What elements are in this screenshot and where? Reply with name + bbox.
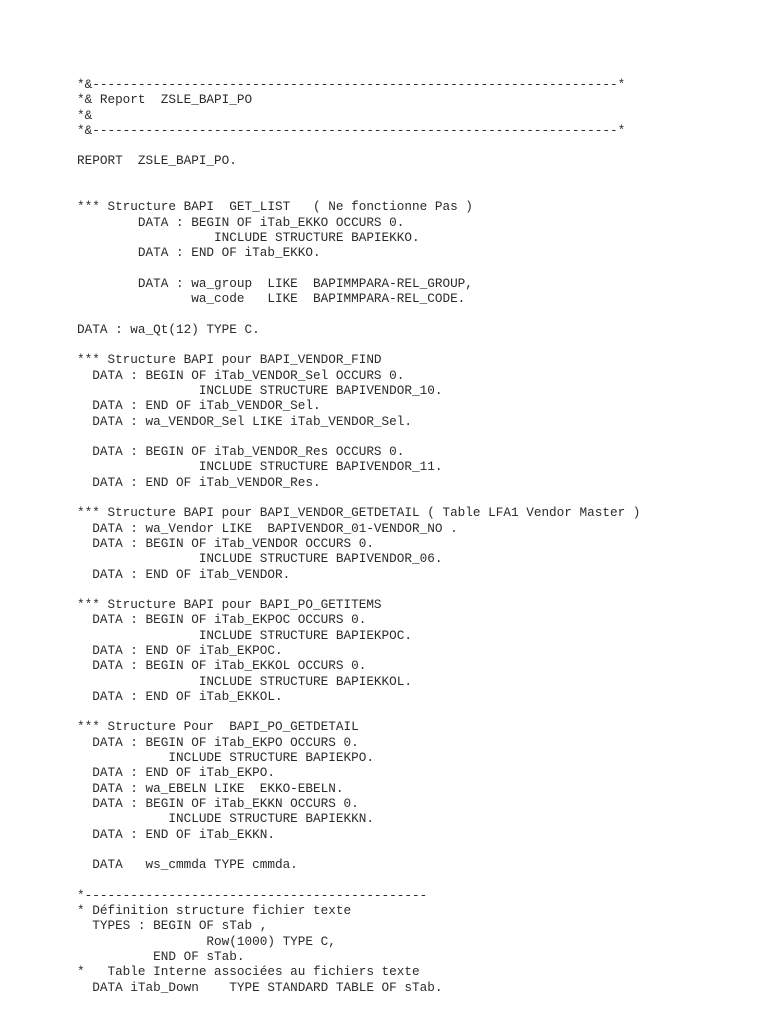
blank-line (77, 704, 757, 719)
code-line: INCLUDE STRUCTURE BAPIEKKN. (77, 811, 374, 827)
code-line: DATA : END OF iTab_EKKO. (77, 245, 321, 261)
code-line: DATA ws_cmmda TYPE cmmda. (77, 857, 298, 873)
code-line: DATA : END OF iTab_VENDOR_Res. (77, 474, 321, 490)
code-line: wa_code LIKE BAPIMMPARA-REL_CODE. (77, 291, 466, 307)
code-line: REPORT ZSLE_BAPI_PO. (77, 153, 237, 169)
code-line: DATA : BEGIN OF iTab_VENDOR_Res OCCURS 0. (77, 444, 405, 460)
code-line: DATA : wa_VENDOR_Sel LIKE iTab_VENDOR_Sel. (77, 413, 413, 429)
code-line: DATA : END OF iTab_EKKOL. (77, 688, 283, 704)
blank-line (77, 490, 757, 505)
comment-line: *& (77, 107, 93, 123)
blank-line (77, 872, 757, 887)
code-line: DATA : wa_Vendor LIKE BAPIVENDOR_01-VENDOR_NO . (77, 520, 458, 536)
code-line: INCLUDE STRUCTURE BAPIVENDOR_06. (77, 551, 443, 567)
comment-line: *& Report ZSLE_BAPI_PO (77, 92, 253, 108)
blank-line (77, 337, 757, 352)
code-line: DATA : BEGIN OF iTab_EKPOC OCCURS 0. (77, 612, 367, 628)
code-line: DATA : wa_EBELN LIKE EKKO-EBELN. (77, 780, 344, 796)
code-line: DATA : BEGIN OF iTab_VENDOR OCCURS 0. (77, 535, 374, 551)
code-line: INCLUDE STRUCTURE BAPIVENDOR_11. (77, 459, 443, 475)
code-line: DATA : END OF iTab_EKPOC. (77, 642, 283, 658)
blank-line (77, 306, 757, 321)
code-line: DATA : END OF iTab_EKPO. (77, 765, 275, 781)
comment-line: *** Structure BAPI pour BAPI_VENDOR_FIND (77, 352, 382, 368)
code-line: INCLUDE STRUCTURE BAPIEKKO. (77, 229, 420, 245)
comment-line: *** Structure BAPI pour BAPI_VENDOR_GETDETAIL ( Table LFA1 Vendor Master ) (77, 505, 641, 521)
blank-line (77, 429, 757, 444)
comment-line: *** Structure Pour BAPI_PO_GETDETAIL (77, 719, 359, 735)
code-line: DATA : BEGIN OF iTab_VENDOR_Sel OCCURS 0. (77, 367, 405, 383)
comment-line: * Table Interne associées au fichiers texte (77, 964, 420, 980)
comment-line: * Définition structure fichier texte (77, 903, 352, 919)
comment-line: *&---------------------------------------------------------------------* (77, 122, 626, 138)
code-line: DATA : BEGIN OF iTab_EKKN OCCURS 0. (77, 795, 359, 811)
code-line: DATA : wa_group LIKE BAPIMMPARA-REL_GROUP, (77, 275, 473, 291)
code-line: DATA iTab_Down TYPE STANDARD TABLE OF sTab. (77, 979, 443, 995)
comment-line: *--------------------------------------------- (77, 887, 428, 903)
code-line: TYPES : BEGIN OF sTab , (77, 918, 268, 934)
code-line: DATA : END OF iTab_VENDOR. (77, 566, 291, 582)
blank-line (77, 582, 757, 597)
code-line: DATA : BEGIN OF iTab_EKKOL OCCURS 0. (77, 658, 367, 674)
code-line: INCLUDE STRUCTURE BAPIVENDOR_10. (77, 382, 443, 398)
comment-line: *** Structure BAPI pour BAPI_PO_GETITEMS (77, 597, 382, 613)
code-line: DATA : wa_Qt(12) TYPE C. (77, 321, 260, 337)
blank-line (77, 138, 757, 153)
code-line: END OF sTab. (77, 948, 245, 964)
code-line: DATA : BEGIN OF iTab_EKPO OCCURS 0. (77, 734, 359, 750)
blank-line (77, 169, 757, 184)
code-line: INCLUDE STRUCTURE BAPIEKKOL. (77, 673, 413, 689)
blank-line (77, 842, 757, 857)
code-line: DATA : END OF iTab_EKKN. (77, 826, 275, 842)
code-line: DATA : END OF iTab_VENDOR_Sel. (77, 398, 321, 414)
blank-line (77, 261, 757, 276)
blank-line (77, 184, 757, 199)
code-line: INCLUDE STRUCTURE BAPIEKPOC. (77, 627, 413, 643)
comment-line: *&---------------------------------------------------------------------* (77, 77, 626, 92)
code-line: INCLUDE STRUCTURE BAPIEKPO. (77, 750, 374, 766)
source-code-listing (77, 77, 757, 995)
code-line: DATA : BEGIN OF iTab_EKKO OCCURS 0. (77, 214, 405, 230)
comment-line: *** Structure BAPI GET_LIST ( Ne fonctionne Pas ) (77, 199, 473, 215)
code-line: Row(1000) TYPE C, (77, 933, 336, 949)
